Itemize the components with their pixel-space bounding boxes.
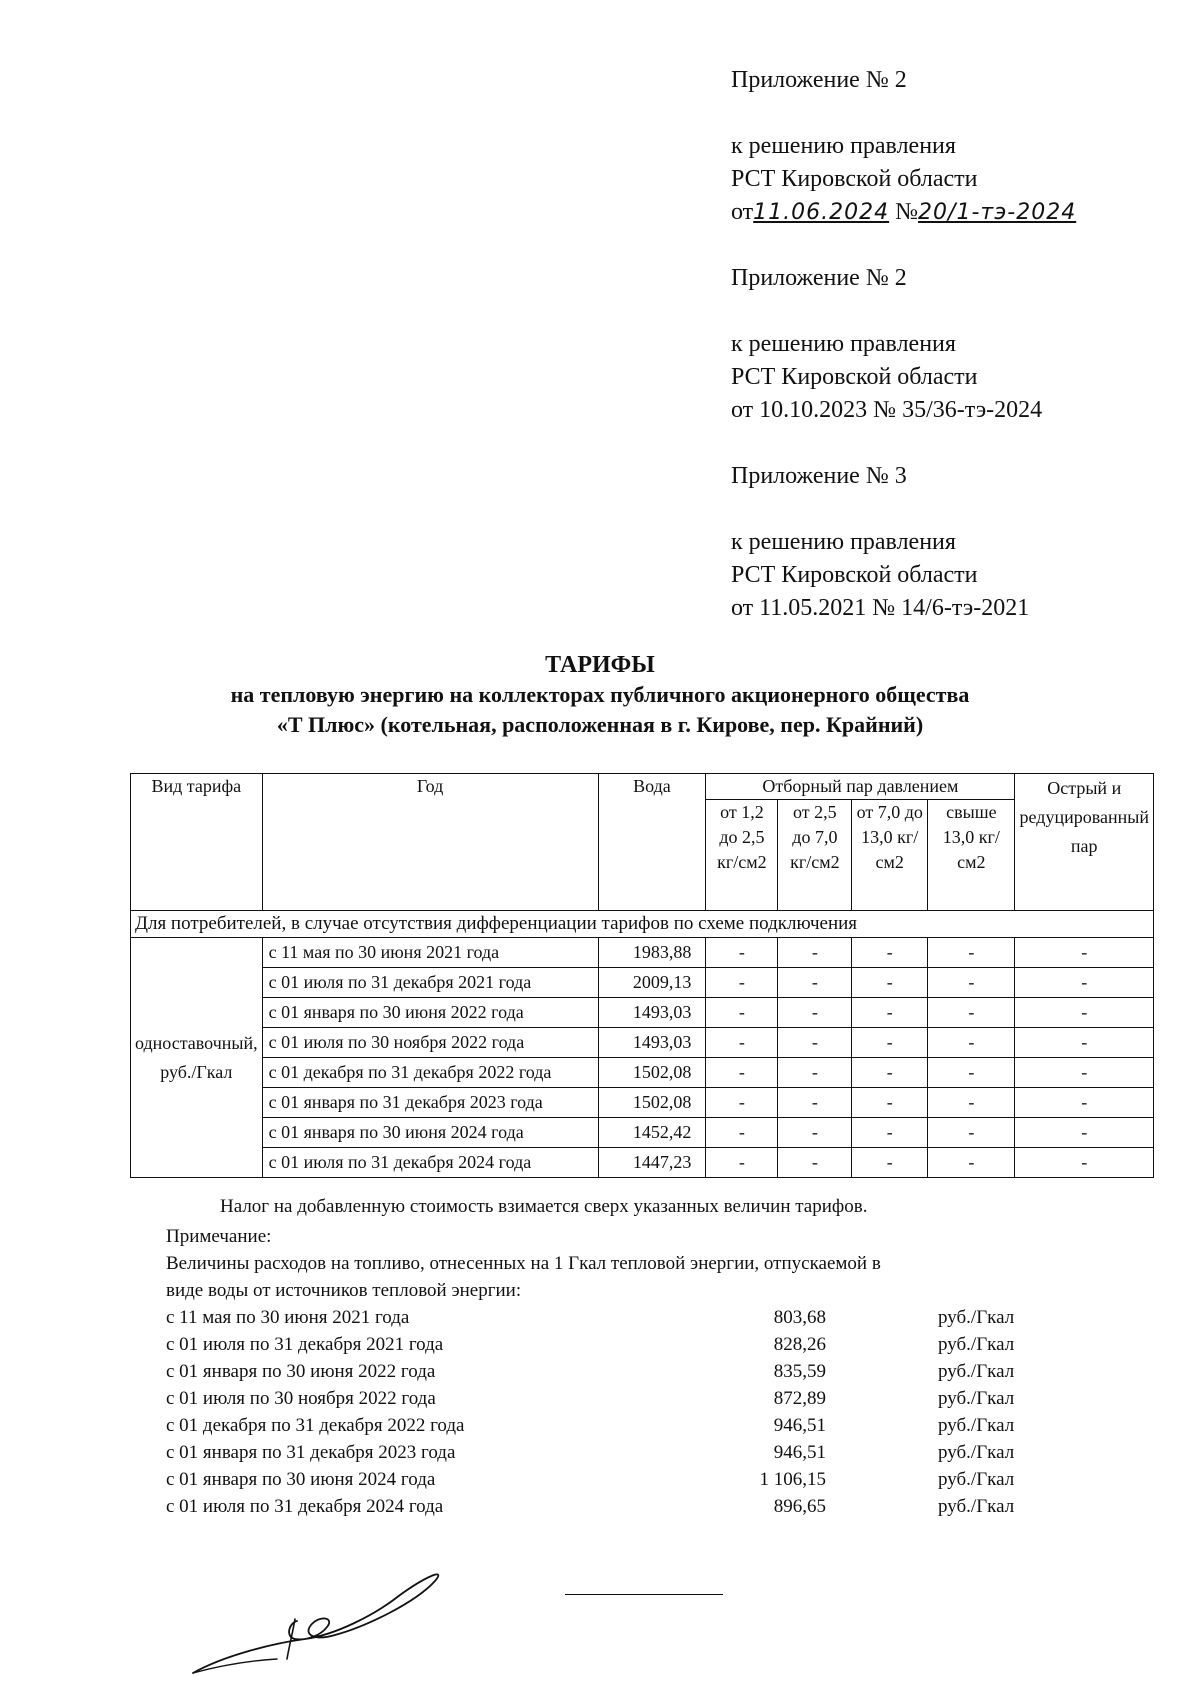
table-row (131, 998, 1154, 1028)
header-steam-1: от 1,2 до 2,5 кг/см2 (706, 800, 778, 911)
fuel-unit: руб./Гкал (938, 1388, 1015, 1409)
fuel-value: 872,89 (773, 1388, 826, 1409)
cell-steam-2: - (778, 968, 852, 998)
fuel-period: с 01 января по 30 июня 2022 года (166, 1361, 436, 1382)
cell-steam-4: - (928, 938, 1015, 968)
cell-period: с 01 декабря по 31 декабря 2022 года (262, 1058, 598, 1088)
appendix-title: Приложение № 3 (731, 463, 907, 489)
cell-steam-2: - (778, 938, 852, 968)
appendix-title: Приложение № 2 (731, 67, 907, 93)
cell-steam-3: - (852, 1088, 928, 1118)
cell-steam-2: - (778, 998, 852, 1028)
fuel-value: 803,68 (773, 1307, 826, 1328)
notes-block (166, 1223, 881, 1304)
cell-steam-3: - (852, 1058, 928, 1088)
cell-steam-1: - (706, 1058, 778, 1088)
appendix-block-1 (731, 64, 1076, 229)
cell-period: с 01 июля по 30 ноября 2022 года (262, 1028, 598, 1058)
cell-steam-2: - (778, 1058, 852, 1088)
cell-steam-2: - (778, 1118, 852, 1148)
header-water: Вода (598, 774, 706, 911)
header-year: Год (262, 774, 598, 911)
signature-icon (185, 1555, 485, 1685)
cell-steam-2: - (778, 1028, 852, 1058)
cell-period: с 01 января по 30 июня 2024 года (262, 1118, 598, 1148)
fuel-period: с 01 января по 31 декабря 2023 года (166, 1442, 456, 1463)
handwritten-date: 11.06.2024 (753, 200, 890, 225)
cell-period: с 01 января по 30 июня 2022 года (262, 998, 598, 1028)
fuel-unit: руб./Гкал (938, 1307, 1015, 1328)
cell-steam-1: - (706, 1088, 778, 1118)
appendix-line: к решению правления (731, 331, 956, 357)
fuel-unit: руб./Гкал (938, 1415, 1015, 1436)
title-line-1: ТАРИФЫ (545, 652, 655, 678)
fuel-unit: руб./Гкал (938, 1442, 1015, 1463)
cell-water: 1983,88 (598, 938, 706, 968)
cell-steam-1: - (706, 1148, 778, 1178)
cell-steam-4: - (928, 968, 1015, 998)
fuel-period: с 01 июля по 31 декабря 2024 года (166, 1496, 444, 1517)
cell-period: с 11 мая по 30 июня 2021 года (262, 938, 598, 968)
fuel-period: с 01 июля по 31 декабря 2021 года (166, 1334, 444, 1355)
cell-steam-4: - (928, 1088, 1015, 1118)
title-line-2: на тепловую энергию на коллекторах публичного акционерного общества (230, 682, 970, 707)
cell-period: с 01 июля по 31 декабря 2024 года (262, 1148, 598, 1178)
cell-steam-3: - (852, 938, 928, 968)
appendix-date-line (731, 196, 1076, 229)
appendix-line: РСТ Кировской области (731, 364, 978, 390)
cell-sharp: - (1015, 1088, 1154, 1118)
table-row (131, 1058, 1154, 1088)
fuel-unit: руб./Гкал (938, 1469, 1015, 1490)
fuel-intro-line-2: виде воды от источников тепловой энергии: (166, 1280, 522, 1301)
cell-steam-3: - (852, 998, 928, 1028)
table-row (131, 968, 1154, 998)
header-steam-4: свыше 13,0 кг/см2 (928, 800, 1015, 911)
title-line-3: «Т Плюс» (котельная, расположенная в г. Кирове, пер. Крайний) (276, 712, 924, 737)
cell-steam-4: - (928, 1118, 1015, 1148)
cell-water: 1447,23 (598, 1148, 706, 1178)
cell-steam-3: - (852, 1148, 928, 1178)
table-section-row (131, 911, 1154, 938)
cell-steam-2: - (778, 1148, 852, 1178)
number-prefix: № (895, 199, 919, 225)
appendix-block-2 (731, 262, 1042, 427)
cell-steam-4: - (928, 1028, 1015, 1058)
tariff-type-cell: одноставочный, руб./Гкал (131, 938, 263, 1178)
fuel-value: 896,65 (773, 1496, 826, 1517)
cell-sharp: - (1015, 998, 1154, 1028)
cell-steam-1: - (706, 968, 778, 998)
fuel-cost-list (166, 1304, 1066, 1520)
table-header-row (131, 774, 1154, 800)
cell-steam-2: - (778, 1088, 852, 1118)
cell-sharp: - (1015, 1058, 1154, 1088)
list-item (166, 1439, 1066, 1466)
cell-water: 1502,08 (598, 1058, 706, 1088)
cell-steam-1: - (706, 998, 778, 1028)
cell-steam-4: - (928, 1148, 1015, 1178)
table-row (131, 938, 1154, 968)
fuel-period: с 01 декабря по 31 декабря 2022 года (166, 1415, 465, 1436)
cell-period: с 01 января по 31 декабря 2023 года (262, 1088, 598, 1118)
list-item (166, 1412, 1066, 1439)
header-type: Вид тарифа (131, 774, 263, 911)
closing-rule (565, 1594, 723, 1595)
table-row (131, 1118, 1154, 1148)
document-title (0, 650, 1200, 740)
header-steam-group: Отборный пар давлением (706, 774, 1015, 800)
list-item (166, 1466, 1066, 1493)
fuel-value: 946,51 (773, 1415, 826, 1436)
fuel-unit: руб./Гкал (938, 1496, 1015, 1517)
note-label: Примечание: (166, 1226, 272, 1247)
fuel-period: с 01 января по 30 июня 2024 года (166, 1469, 436, 1490)
cell-steam-1: - (706, 1028, 778, 1058)
list-item (166, 1358, 1066, 1385)
table-row (131, 1148, 1154, 1178)
table-row (131, 1028, 1154, 1058)
appendix-date-line: от 10.10.2023 № 35/36-тэ-2024 (731, 397, 1043, 423)
cell-steam-4: - (928, 1058, 1015, 1088)
fuel-period: с 01 июля по 30 ноября 2022 года (166, 1388, 436, 1409)
appendix-line: РСТ Кировской области (731, 562, 978, 588)
fuel-period: с 11 мая по 30 июня 2021 года (166, 1307, 410, 1328)
list-item (166, 1385, 1066, 1412)
fuel-value: 835,59 (773, 1361, 826, 1382)
cell-water: 1452,42 (598, 1118, 706, 1148)
cell-steam-1: - (706, 938, 778, 968)
cell-water: 1502,08 (598, 1088, 706, 1118)
fuel-intro-line-1: Величины расходов на топливо, отнесенных на 1 Гкал тепловой энергии, отпускаемой в (166, 1253, 881, 1274)
cell-water: 1493,03 (598, 998, 706, 1028)
list-item (166, 1304, 1066, 1331)
fuel-unit: руб./Гкал (938, 1334, 1015, 1355)
header-steam-2: от 2,5 до 7,0 кг/см2 (778, 800, 852, 911)
handwritten-number: 20/1-тэ-2024 (918, 200, 1077, 225)
list-item (166, 1493, 1066, 1520)
table-row (131, 1088, 1154, 1118)
appendix-block-3 (731, 460, 1029, 625)
list-item (166, 1331, 1066, 1358)
cell-sharp: - (1015, 1028, 1154, 1058)
cell-steam-3: - (852, 1028, 928, 1058)
section-label: Для потребителей, в случае отсутствия дифференциации тарифов по схеме подключения (131, 911, 1154, 938)
tariff-table (130, 773, 1154, 1178)
vat-note: Налог на добавленную стоимость взимается сверх указанных величин тарифов. (220, 1196, 868, 1217)
fuel-unit: руб./Гкал (938, 1361, 1015, 1382)
cell-steam-1: - (706, 1118, 778, 1148)
fuel-value: 946,51 (773, 1442, 826, 1463)
fuel-value: 1 106,15 (759, 1469, 826, 1490)
cell-sharp: - (1015, 1118, 1154, 1148)
fuel-value: 828,26 (773, 1334, 826, 1355)
cell-sharp: - (1015, 1148, 1154, 1178)
date-prefix: от (731, 199, 754, 225)
appendix-line: РСТ Кировской области (731, 166, 978, 192)
header-steam-3: от 7,0 до 13,0 кг/см2 (852, 800, 928, 911)
cell-sharp: - (1015, 938, 1154, 968)
cell-steam-4: - (928, 998, 1015, 1028)
appendix-title: Приложение № 2 (731, 265, 907, 291)
cell-steam-3: - (852, 968, 928, 998)
appendix-line: к решению правления (731, 133, 956, 159)
appendix-line: к решению правления (731, 529, 956, 555)
cell-water: 2009,13 (598, 968, 706, 998)
header-sharp-steam: Острый и редуцированный пар (1015, 774, 1154, 911)
cell-sharp: - (1015, 968, 1154, 998)
cell-period: с 01 июля по 31 декабря 2021 года (262, 968, 598, 998)
cell-water: 1493,03 (598, 1028, 706, 1058)
cell-steam-3: - (852, 1118, 928, 1148)
appendix-date-line: от 11.05.2021 № 14/6-тэ-2021 (731, 595, 1030, 621)
